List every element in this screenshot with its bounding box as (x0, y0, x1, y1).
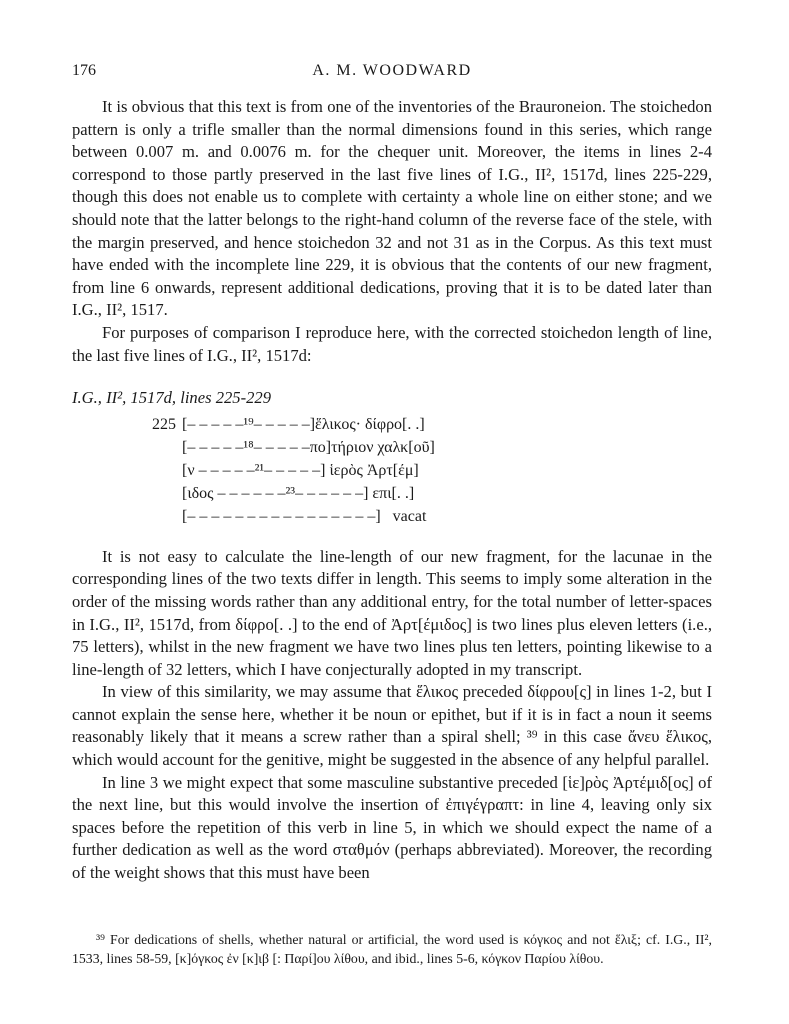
running-title: A. M. WOODWARD (312, 62, 472, 79)
inscription-line: [– – – – –¹⁹– – – – –]ἕλικος· δίφρο[. .] (182, 415, 425, 433)
inscription-line: [– – – – – – – – – – – – – – – –] vacat (182, 507, 427, 525)
page-header (72, 62, 712, 82)
page-number: 176 (72, 62, 96, 79)
inscription-block (72, 414, 712, 530)
paragraph-1: It is obvious that this text is from one of the inventories of the Brauroneion. The stoichedon pattern is only a trifle smaller than the normal dimensions found in this series, which range between 0.007 m. and 0.0076 m. for the chequer unit. Moreover, the items in lines 2-4 correspond to those partly preserved in the last five lines of I.G., II², 1517d, lines 225-229, though this does not enable us to complete with certainty a whole line on either stone; and we should note that the latter belongs to the right-hand column of the reverse face of the stele, with the margin preserved, and hence stoichedon 32 and not 31 as in the Corpus. As this text must have ended with the incomplete line 229, it is obvious that the contents of our new fragment, from line 6 onwards, represent additional dedications, proving that it is to be dated later than I.G., II², 1517. (72, 97, 712, 320)
paragraph-4: In view of this similarity, we may assume that ἕλικος preceded δίφρου[ς] in lines 1-2, but I cannot explain the sense here, whether it be noun or epithet, but if it is in fact a noun it seems reasonably likely that it means a screw rather than a spiral shell; ³⁹ in this case ἄνευ ἕλικος, which would account for the genitive, might be suggested in the absence of any helpful parallel. (72, 682, 712, 770)
inscription-line: [ν – – – – –²¹– – – – –] ἱερὸς Ἀρτ[έμ] (182, 461, 419, 479)
paragraph-3: It is not easy to calculate the line-length of our new fragment, for the lacunae in the corresponding lines of the two texts differ in length. This seems to imply some alteration in the order of the missing words rather than any additional entry, for the total number of letter-spaces in I.G., II², 1517d, from δίφρο[. .] to the end of Ἀρτ[έμιδος] is two lines plus eleven letters (i.e., 75 letters), whilst in the new fragment we have two lines plus ten letters, pointing likewise to a line-length of 32 letters, which I have conjecturally adopted in my transcript. (72, 546, 712, 679)
inscription-line-number: 225 (152, 415, 176, 433)
inscription-line: [– – – – –¹⁸– – – – –πο]τήριον χαλκ[οῦ] (182, 438, 435, 456)
paragraph-2: For purposes of comparison I reproduce here, with the corrected stoichedon length of line, the last five lines of I.G., II², 1517d: (72, 322, 712, 365)
quotation-heading: I.G., II², 1517d, lines 225-229 (72, 388, 272, 408)
footnote-39: ³⁹ For dedications of shells, whether natural or artificial, the word used is κόγκος and not ἕλιξ; cf. I.G., II², 1533, lines 58-59, [κ]όγκος ἐν [κ]ιβ [: Παρί]ου λίθου, and ibid., lines 5-6, κόγκον Παρίου λίθου. (72, 932, 712, 966)
paragraph-5: In line 3 we might expect that some masculine substantive preceded [ἱε]ρὸς Ἀρτέμιδ[ος] of the next line, but this would involve the insertion of ἐπιγέγραπτ: in line 4, leaving only six spaces before the repetition of this verb in line 5, in which we should expect the name of a further dedication as well as the word σταθμόν (perhaps abbreviated). Moreover, the recording of the weight shows that this must have been (72, 772, 712, 883)
main-text (72, 96, 712, 885)
inscription-line: [ιδος – – – – – –²³– – – – – –] επι[. .] (182, 484, 415, 502)
